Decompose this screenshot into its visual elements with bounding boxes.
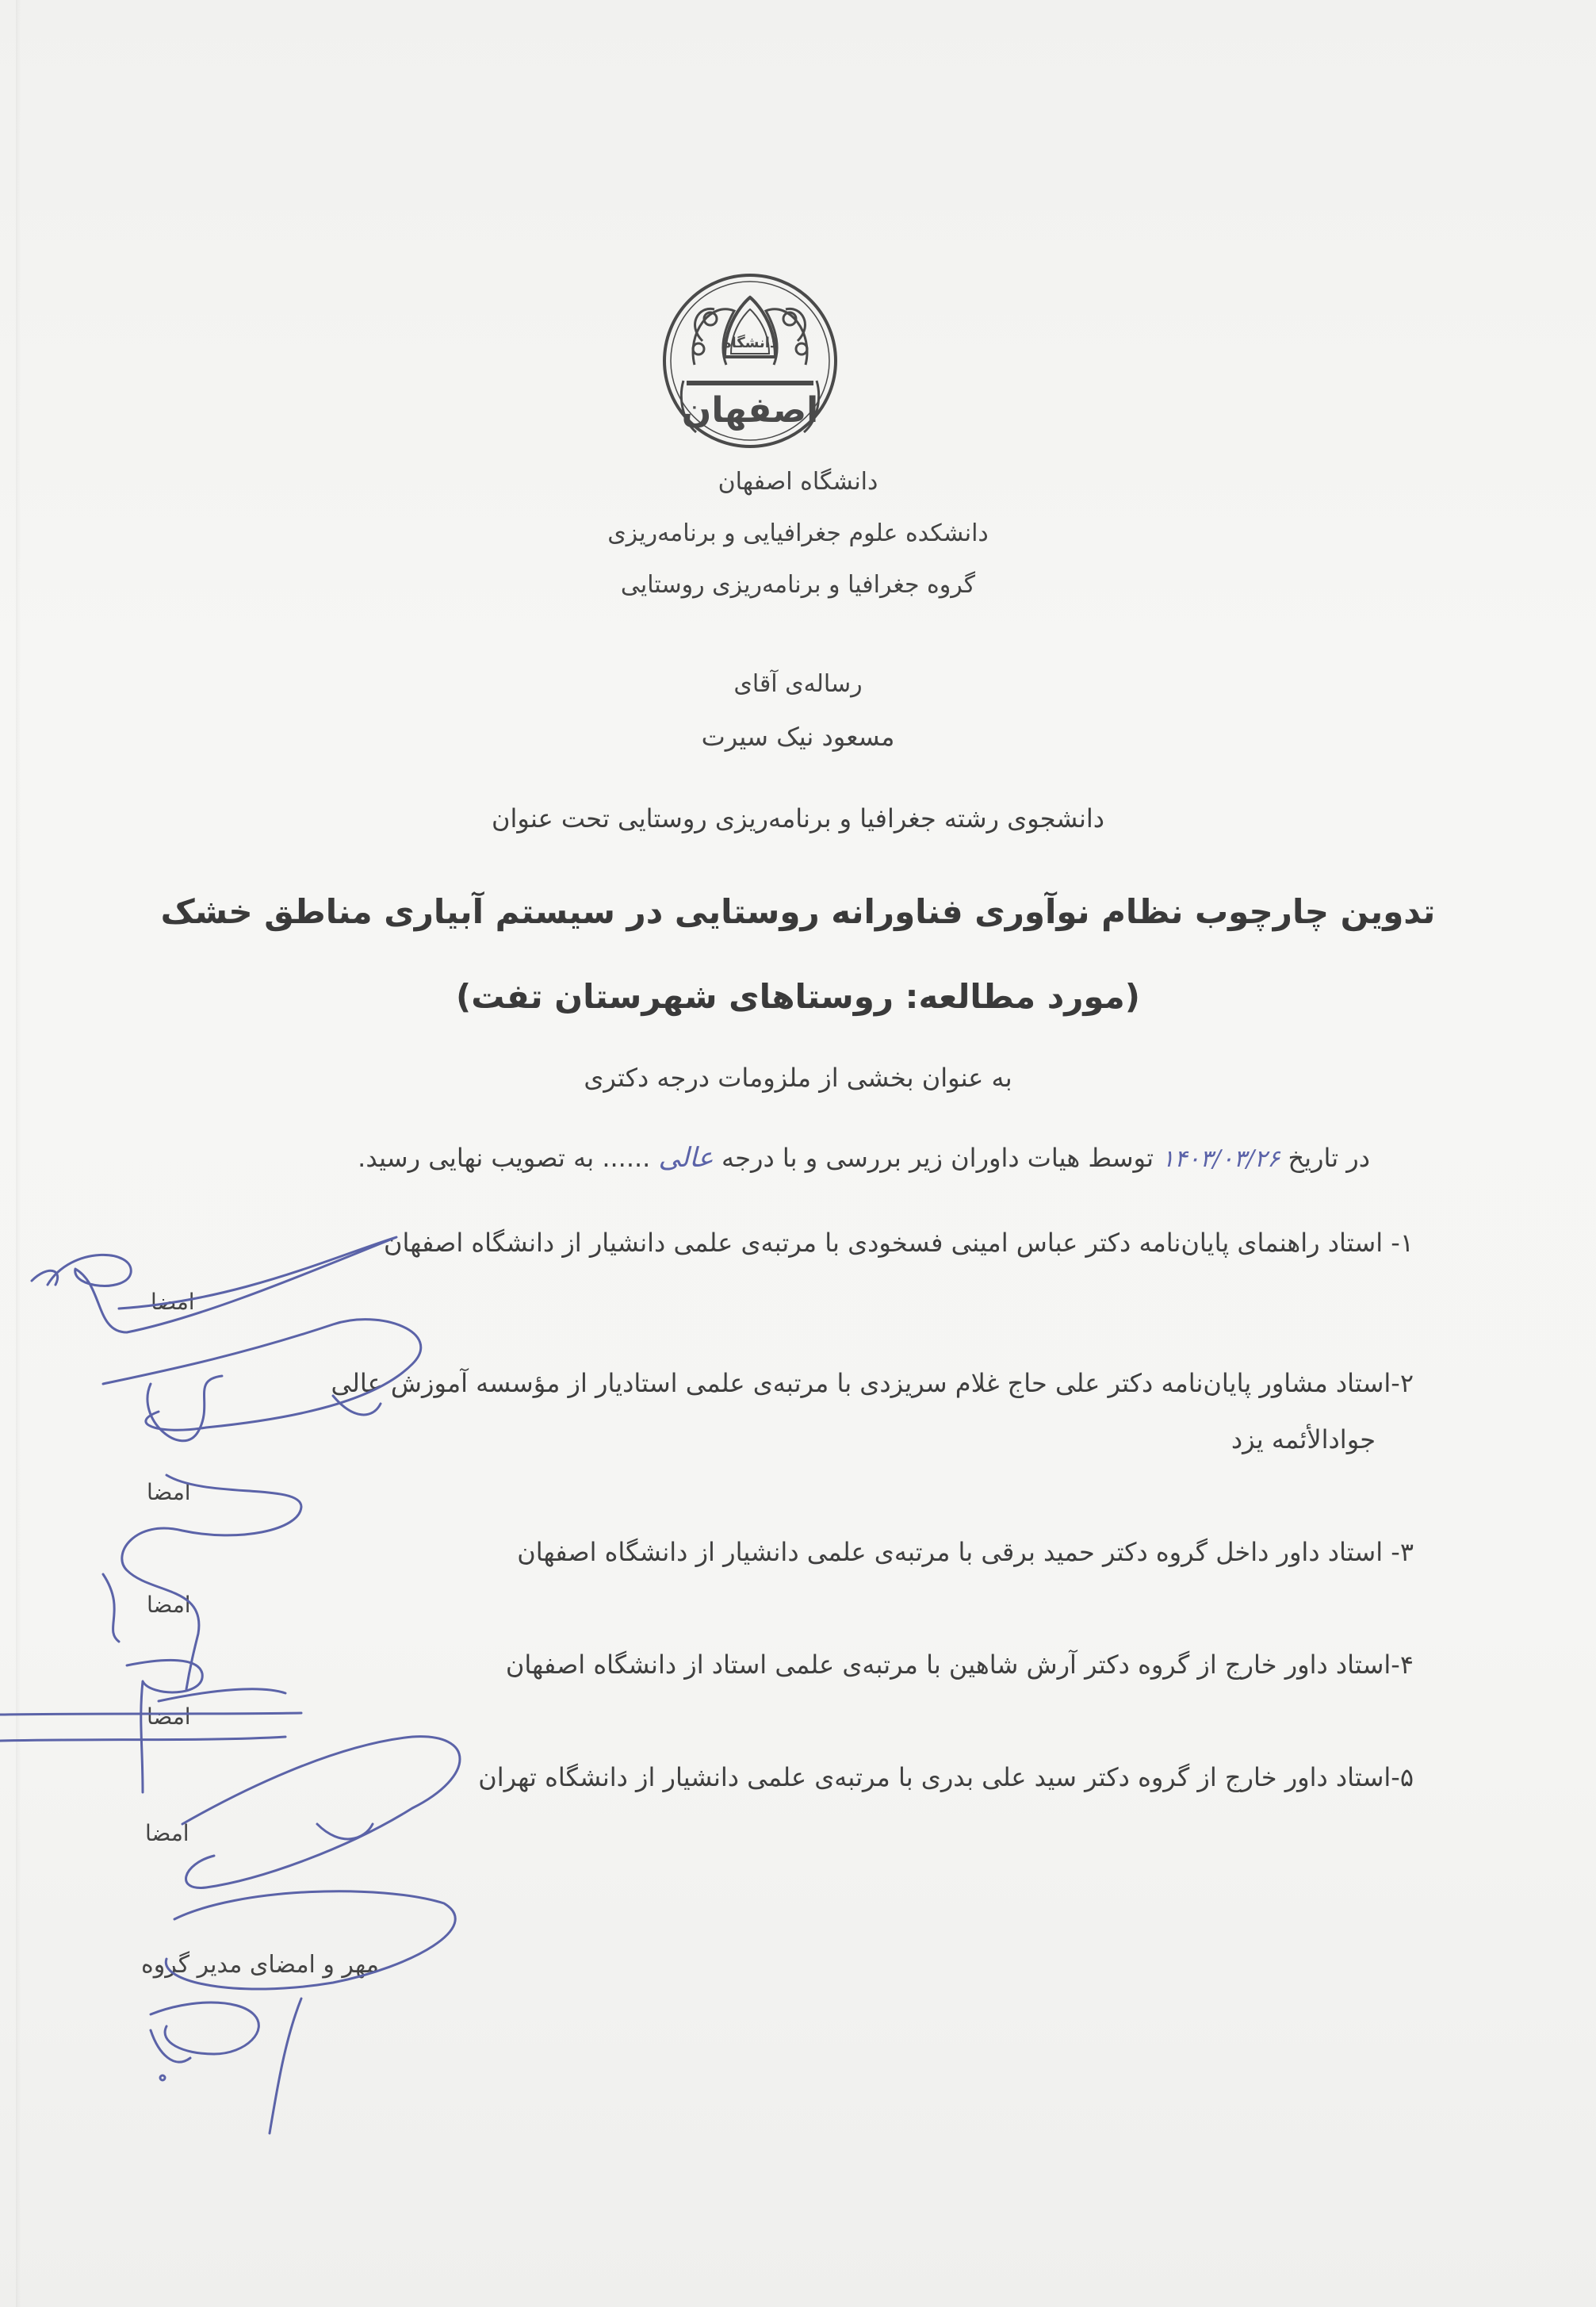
approval-line — [358, 1142, 1370, 1174]
committee-member-2: ۲-استاد مشاور پایان‌نامه دکتر علی حاج غلام سریزدی با مرتبه‌ی علمی استادیار از مؤسسه آموزش عالی — [331, 1368, 1414, 1398]
sign-label-2: امضا — [147, 1479, 191, 1505]
sign-label-3: امضا — [147, 1592, 191, 1618]
thesis-title: تدوین چارچوب نظام نوآوری فناورانه روستایی در سیستم آبیاری مناطق خشک — [160, 892, 1436, 931]
student-name: مسعود نیک سیرت — [701, 722, 895, 752]
approval-suffix: ...... به تصویب نهایی رسید. — [358, 1143, 651, 1173]
field-line: دانشجوی رشته جغرافیا و برنامه‌ریزی روستایی تحت عنوان — [492, 803, 1104, 834]
dept-head-label: مهر و امضای مدیر گروه — [141, 1951, 379, 1979]
sign-label-4: امضا — [147, 1703, 191, 1730]
svg-text:دانشگاه: دانشگاه — [722, 335, 778, 351]
committee-member-3: ۳- استاد داور داخل گروه دکتر حمید برقی با مرتبه‌ی علمی دانشیار از دانشگاه اصفهان — [517, 1537, 1414, 1567]
approval-middle: توسط هیات داوران زیر بررسی و با درجه — [721, 1143, 1154, 1173]
degree-line: به عنوان بخشی از ملزومات درجه دکتری — [584, 1063, 1012, 1093]
committee-member-2-cont: جوادالأئمه یزد — [1230, 1424, 1376, 1454]
approval-grade-handwritten: عالی — [658, 1142, 714, 1174]
university-seal-logo — [655, 270, 845, 452]
thesis-subtitle: (مورد مطالعه: روستاهای شهرستان تفت) — [456, 977, 1140, 1016]
faculty-name: دانشکده علوم جغرافیایی و برنامه‌ریزی — [607, 519, 989, 547]
paper-crease — [16, 0, 21, 2307]
approval-date-handwritten: ۱۴۰۳/۰۳/۲۶ — [1162, 1145, 1280, 1173]
thesis-prefix: رساله‌ی آقای — [733, 670, 863, 698]
sign-label-1: امضا — [151, 1289, 195, 1315]
committee-member-1: ۱- استاد راهنمای پایان‌نامه دکتر عباس امینی فسخودی با مرتبه‌ی علمی دانشیار از دانشگاه اصفهان — [383, 1228, 1414, 1258]
university-name: دانشگاه اصفهان — [718, 468, 878, 496]
sign-label-5: امضا — [145, 1820, 189, 1846]
svg-text:اصفهان: اصفهان — [681, 390, 819, 431]
approval-date-prefix: در تاریخ — [1288, 1143, 1370, 1173]
department-name: گروه جغرافیا و برنامه‌ریزی روستایی — [620, 571, 976, 599]
committee-member-4: ۴-استاد داور خارج از گروه دکتر آرش شاهین با مرتبه‌ی علمی استاد از دانشگاه اصفهان — [505, 1650, 1414, 1680]
committee-member-5: ۵-استاد داور خارج از گروه دکتر سید علی بدری با مرتبه‌ی علمی دانشیار از دانشگاه تهران — [478, 1762, 1414, 1792]
